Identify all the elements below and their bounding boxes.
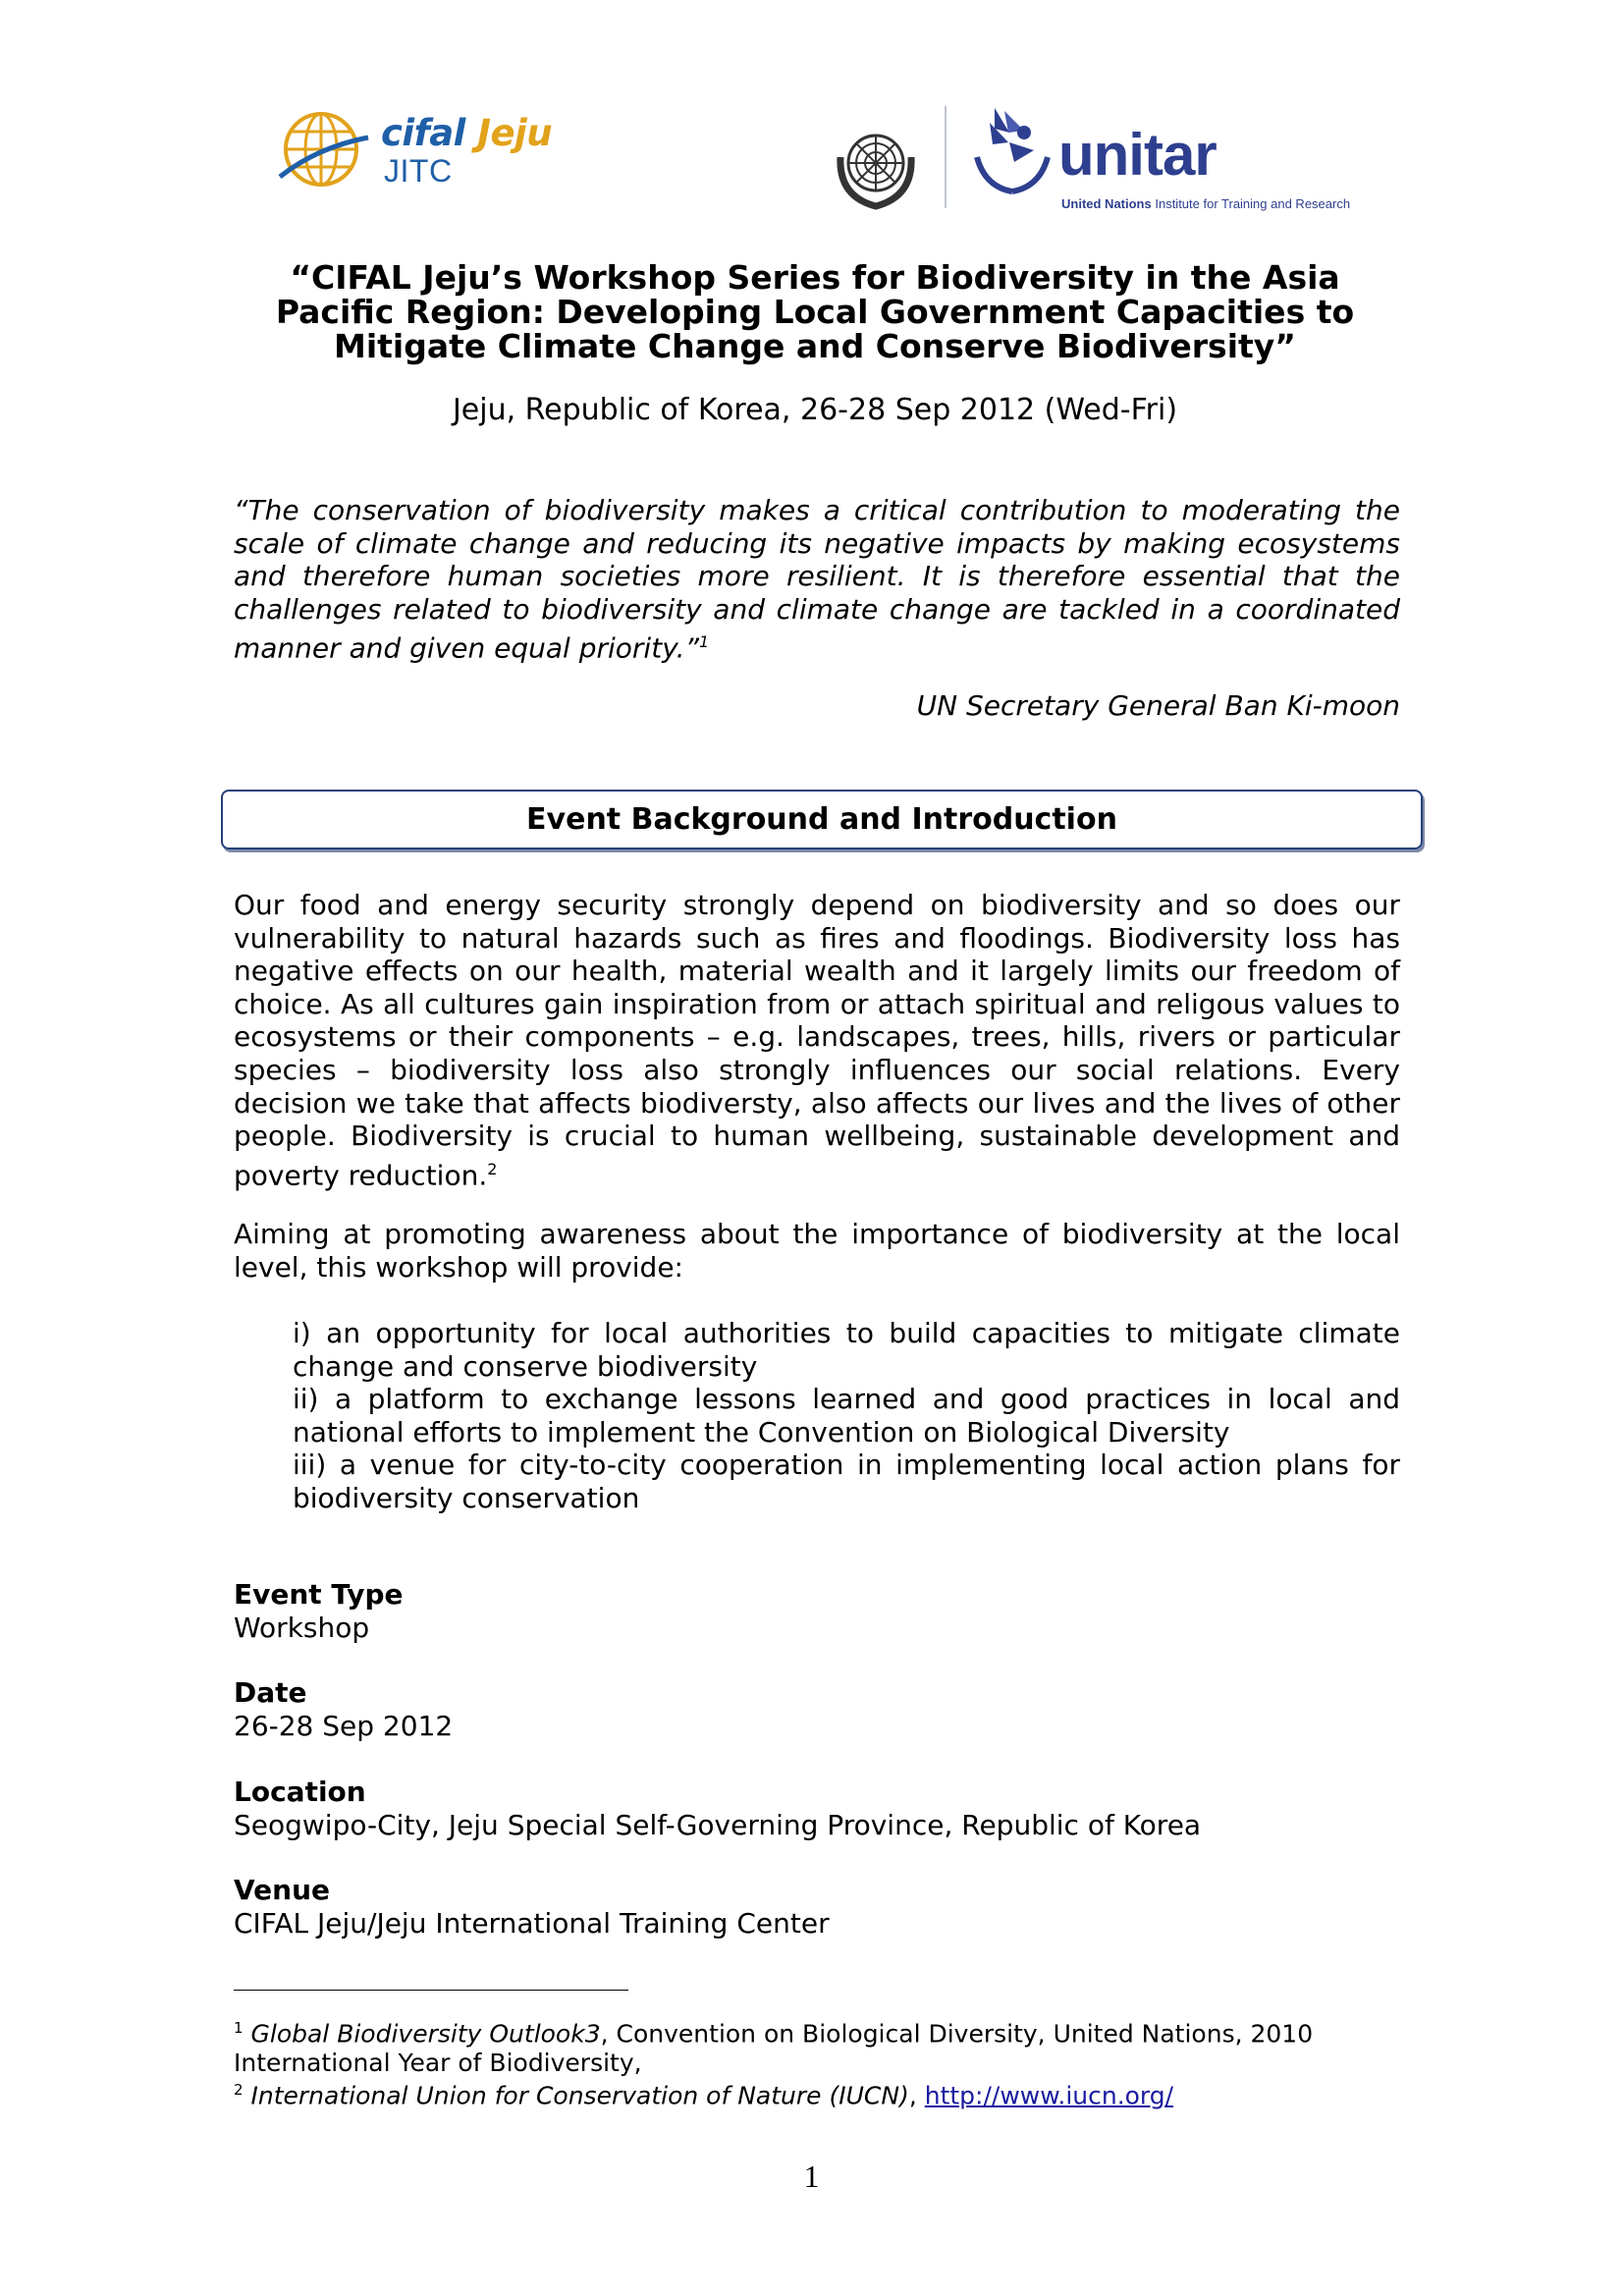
list-item: i) an opportunity for local authorities to build capacities to mitigate climate change and conserve biodiversity: [293, 1317, 1400, 1383]
footnote-1-title: Global Biodiversity Outlook3: [250, 2019, 601, 2049]
background-paragraph: Our food and energy security strongly depend on biodiversity and so does our vulnerability to natural hazards such as fires and floodings. Biodiversity loss has negative effects on our health, material wealth and it largely limits our freedom of choice. As all cultures gain inspiration from or attach spiritual and religous values to ecosystems or their components – e.g. landscapes, trees, hills, rivers or particular species – biodiversity loss also strongly influences our social relations. Every decision we take that affects biodiversty, also affects our lives and the lives of other people. Biodiversity is crucial to human wellbeing, sustainable development and poverty reduction.$^2$: [234, 889, 1400, 1192]
title-line-1: “CIFAL Jeju’s Workshop Series for Biodiversity in the Asia: [290, 258, 1340, 297]
title-line-3: Mitigate Climate Change and Conserve Biodiversity”: [334, 327, 1296, 365]
document-title: [236, 260, 1394, 363]
quote-text: “The conservation of biodiversity makes a critical contribution to moderating the scale of climate change and reducing its negative impacts by making ecosystems and therefore human societies more resilient. It is therefore essential that the challenges related to biodiversity and climate change are tackled in a coordinated manner and given equal priority.”: [234, 494, 1400, 665]
title-line-2: Pacific Region: Developing Local Government Capacities to: [275, 293, 1355, 331]
location-label: Location: [234, 1776, 366, 1808]
un-emblem-logo: [827, 118, 925, 216]
unitar-logo-tagline: United Nations Institute for Training and Research: [1061, 196, 1351, 211]
cifal-logo-subtitle: JITC: [384, 153, 453, 189]
date-block: [234, 1676, 1400, 1742]
unitar-logo: [960, 103, 1412, 216]
globe-icon: [278, 108, 371, 191]
iucn-link[interactable]: http://www.iucn.org/: [924, 2081, 1174, 2110]
list-item: iii) a venue for city-to-city cooperation in implementing local action plans for biodiversity conservation: [293, 1449, 1400, 1514]
event-type-block: [234, 1578, 1400, 1644]
event-subtitle: Jeju, Republic of Korea, 26-28 Sep 2012 (Wed-Fri): [452, 393, 1178, 427]
footnote-separator: [234, 1990, 628, 1991]
unitar-logo-word: unitar: [1058, 122, 1217, 188]
date-label: Date: [234, 1676, 307, 1709]
footnote-1-line-2: International Year of Biodiversity,: [234, 2049, 642, 2078]
cifal-logo-title: cifal Jeju: [381, 112, 553, 154]
footnote-2: $^2$ International Union for Conservation of Nature (IUCN), http://www.iucn.org/: [234, 2081, 1174, 2110]
aim-paragraph: Aiming at promoting awareness about the importance of biodiversity at the local level, this workshop will provide:: [234, 1218, 1400, 1284]
section-heading: Event Background and Introduction: [526, 802, 1117, 837]
quote-block: [234, 494, 1400, 665]
venue-value: CIFAL Jeju/Jeju International Training Center: [234, 1906, 830, 1940]
event-type-label: Event Type: [234, 1578, 404, 1611]
list-item: ii) a platform to exchange lessons learned and good practices in local and national efforts to implement the Convention on Biological Diversity: [293, 1383, 1400, 1449]
venue-block: [234, 1874, 1400, 1940]
location-value: Seogwipo-City, Jeju Special Self-Governing Province, Republic of Korea: [234, 1808, 1202, 1841]
date-value: 26-28 Sep 2012: [234, 1709, 454, 1742]
quote-footnote-mark: 1: [699, 632, 710, 652]
para-footnote-mark: 2: [487, 1159, 498, 1178]
venue-label: Venue: [234, 1874, 330, 1906]
logo-divider: [945, 106, 947, 208]
cifal-jeju-logo: [278, 108, 582, 191]
event-type-value: Workshop: [234, 1611, 370, 1644]
workshop-offer-list: [293, 1317, 1400, 1515]
un-emblem-icon: [827, 118, 925, 216]
unitar-emblem-icon: [965, 103, 1058, 196]
quote-attribution: UN Secretary General Ban Ki-moon: [916, 689, 1400, 722]
footnote-1: $^1$ Global Biodiversity Outlook3, Convention on Biological Diversity, United Nations, 2010 International Year of Biodiversity,: [234, 2013, 1400, 2078]
page-number: 1: [803, 2159, 820, 2194]
section-heading-box: [221, 790, 1423, 849]
location-block: [234, 1776, 1400, 1841]
